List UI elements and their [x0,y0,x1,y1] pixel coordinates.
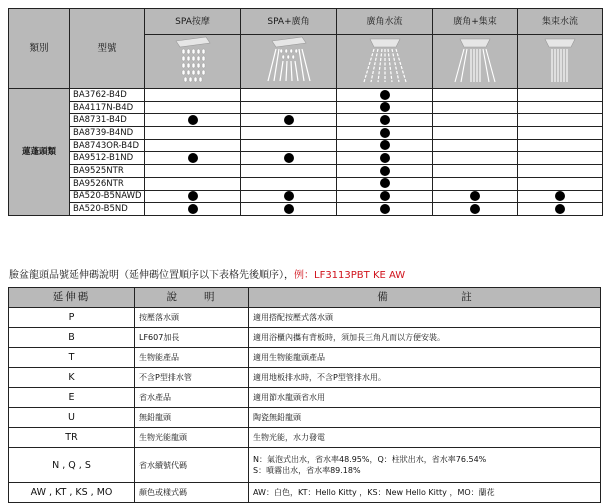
spa-massage-spray-icon [145,35,241,89]
supported-dot-icon [188,191,198,201]
remark-cell [249,483,601,503]
supported-dot-icon [380,204,390,214]
extension-code-cell: AW , KT , KS , MO [9,483,135,503]
spray-support-cell [518,152,603,165]
supported-dot-icon [380,102,390,112]
header-extension-code: 延伸碼 [9,288,135,308]
model-cell: BA4117N-B4D [70,101,145,114]
remark-cell [249,348,601,368]
description-cell: 生物能產品 [135,348,249,368]
spray-support-cell [145,177,241,190]
description-cell: 省水產品 [135,388,249,408]
description-cell: 不含P型排水管 [135,368,249,388]
remark-cell [249,328,601,348]
supported-dot-icon [555,191,565,201]
model-cell: BA9525NTR [70,165,145,178]
spray-support-cell [145,152,241,165]
spray-support-cell [145,101,241,114]
remark-line: 生物光能，水力發電 [253,433,325,442]
table-row [9,408,601,428]
remark-cell [249,388,601,408]
category-cell: 蓮蓬頭類 [9,89,70,216]
spray-support-cell [433,203,518,216]
header-spray-focused: 集束水流 [518,9,603,35]
remark-line: AW：白色，KT：Hello Kitty ，KS：New Hello Kitty ，MO：蘭花 [253,488,495,497]
table-row [9,114,603,127]
spray-support-cell [337,177,433,190]
extension-code-cell: N , Q , S [9,448,135,483]
header-model: 型號 [70,9,145,89]
spray-support-cell [433,139,518,152]
supported-dot-icon [188,115,198,125]
spray-support-cell [241,89,337,102]
spray-support-cell [145,190,241,203]
supported-dot-icon [470,191,480,201]
spray-support-cell [518,101,603,114]
supported-dot-icon [470,204,480,214]
supported-dot-icon [380,115,390,125]
supported-dot-icon [380,153,390,163]
spray-support-cell [145,114,241,127]
spray-support-cell [518,165,603,178]
remark-line: 適用節水龍頭省水用 [253,393,325,402]
spray-support-cell [337,190,433,203]
supported-dot-icon [380,178,390,188]
spray-support-cell [241,101,337,114]
focused-stream-spray-icon [518,35,603,89]
spray-support-cell [241,190,337,203]
extension-code-note [9,266,405,281]
shower-head-table [8,8,603,216]
header-spray-spa-wide: SPA+廣角 [241,9,337,35]
table-row [9,348,601,368]
extension-code-cell: P [9,308,135,328]
supported-dot-icon [380,140,390,150]
table-row [9,483,601,503]
model-cell: BA9512-B1ND [70,152,145,165]
spray-support-cell [433,165,518,178]
table-row [9,152,603,165]
extension-code-cell: K [9,368,135,388]
description-cell: 按壓落水頭 [135,308,249,328]
table-row [9,89,603,102]
remark-cell [249,448,601,483]
table-row [9,203,603,216]
table-row [9,388,601,408]
spray-support-cell [337,139,433,152]
supported-dot-icon [284,204,294,214]
extension-code-table [8,287,601,503]
description-cell: 顏色或樣式碼 [135,483,249,503]
remark-cell [249,368,601,388]
spray-support-cell [518,114,603,127]
header-spray-spa-massage: SPA按摩 [145,9,241,35]
spray-support-cell [518,190,603,203]
header-spray-wide-angle: 廣角水流 [337,9,433,35]
extension-code-cell: E [9,388,135,408]
supported-dot-icon [555,204,565,214]
supported-dot-icon [380,166,390,176]
spray-support-cell [145,139,241,152]
extension-code-cell: TR [9,428,135,448]
supported-dot-icon [380,90,390,100]
extension-code-cell: B [9,328,135,348]
table-row [9,448,601,483]
model-cell: BA520-B5NAWD [70,190,145,203]
spray-support-cell [518,89,603,102]
spray-support-cell [337,89,433,102]
supported-dot-icon [284,191,294,201]
spray-support-cell [518,177,603,190]
spray-support-cell [145,165,241,178]
table-row [9,139,603,152]
spray-support-cell [337,165,433,178]
spray-support-cell [433,177,518,190]
spray-support-cell [337,114,433,127]
spray-support-cell [433,89,518,102]
spray-support-cell [433,101,518,114]
table-row [9,127,603,140]
spray-support-cell [433,114,518,127]
spray-support-cell [337,101,433,114]
table-row [9,308,601,328]
remark-line: 適用生物能龍頭產品 [253,353,325,362]
header-category: 類別 [9,9,70,89]
extension-code-cell: T [9,348,135,368]
remark-cell [249,308,601,328]
remark-cell [249,428,601,448]
remark-line: N：氣泡式出水，省水率48.95%，Q：柱狀出水，省水率76.54% [253,455,487,464]
model-cell: BA3762-B4D [70,89,145,102]
extension-code-cell: U [9,408,135,428]
supported-dot-icon [284,153,294,163]
spray-support-cell [145,203,241,216]
supported-dot-icon [380,191,390,201]
table-row [9,190,603,203]
header-spray-wide-focused: 廣角+集束 [433,9,518,35]
table-row [9,165,603,178]
table-row [9,328,601,348]
table-row [9,101,603,114]
supported-dot-icon [284,115,294,125]
spa-wide-angle-spray-icon [241,35,337,89]
spray-support-cell [518,127,603,140]
model-cell: BA8739-B4ND [70,127,145,140]
model-cell: BA8743OR-B4D [70,139,145,152]
spray-support-cell [241,152,337,165]
description-cell: 省水續號代碼 [135,448,249,483]
spray-support-cell [241,139,337,152]
spray-support-cell [337,152,433,165]
table-row [9,368,601,388]
remark-line: 適用浴櫃內攜有背板時，須加長三角凡而以方便安裝。 [253,333,445,342]
model-cell: BA9526NTR [70,177,145,190]
spray-support-cell [337,203,433,216]
spray-support-cell [337,127,433,140]
spray-support-cell [241,127,337,140]
remark-line: 適用搭配按壓式落水頭 [253,313,333,322]
header-remark: 備 註 [249,288,601,308]
spray-support-cell [145,127,241,140]
description-cell: LF607加長 [135,328,249,348]
description-cell: 生物光能龍頭 [135,428,249,448]
spray-support-cell [241,177,337,190]
table-row [9,428,601,448]
header-description: 說 明 [135,288,249,308]
supported-dot-icon [380,128,390,138]
remark-line: 適用地板排水時，不含P型管排水用。 [253,373,386,382]
spray-support-cell [241,165,337,178]
description-cell: 無鉛龍頭 [135,408,249,428]
model-cell: BA520-B5ND [70,203,145,216]
spray-support-cell [433,127,518,140]
spray-support-cell [241,114,337,127]
spray-support-cell [518,203,603,216]
remark-line: 陶瓷無鉛龍頭 [253,413,301,422]
remark-line: S：噴霧出水，省水率89.18% [253,466,361,475]
supported-dot-icon [188,153,198,163]
table-row [9,177,603,190]
wide-angle-focused-spray-icon [433,35,518,89]
note-example: 例：LF3113PBT KE AW [294,270,406,281]
wide-angle-spray-icon [337,35,433,89]
note-text: 臉盆龍頭品號延伸碼說明（延伸碼位置順序以下表格先後順序）， [9,270,294,281]
spray-support-cell [145,89,241,102]
supported-dot-icon [188,204,198,214]
spray-support-cell [433,190,518,203]
model-cell: BA8731-B4D [70,114,145,127]
spray-support-cell [433,152,518,165]
spray-support-cell [518,139,603,152]
spray-support-cell [241,203,337,216]
remark-cell [249,408,601,428]
